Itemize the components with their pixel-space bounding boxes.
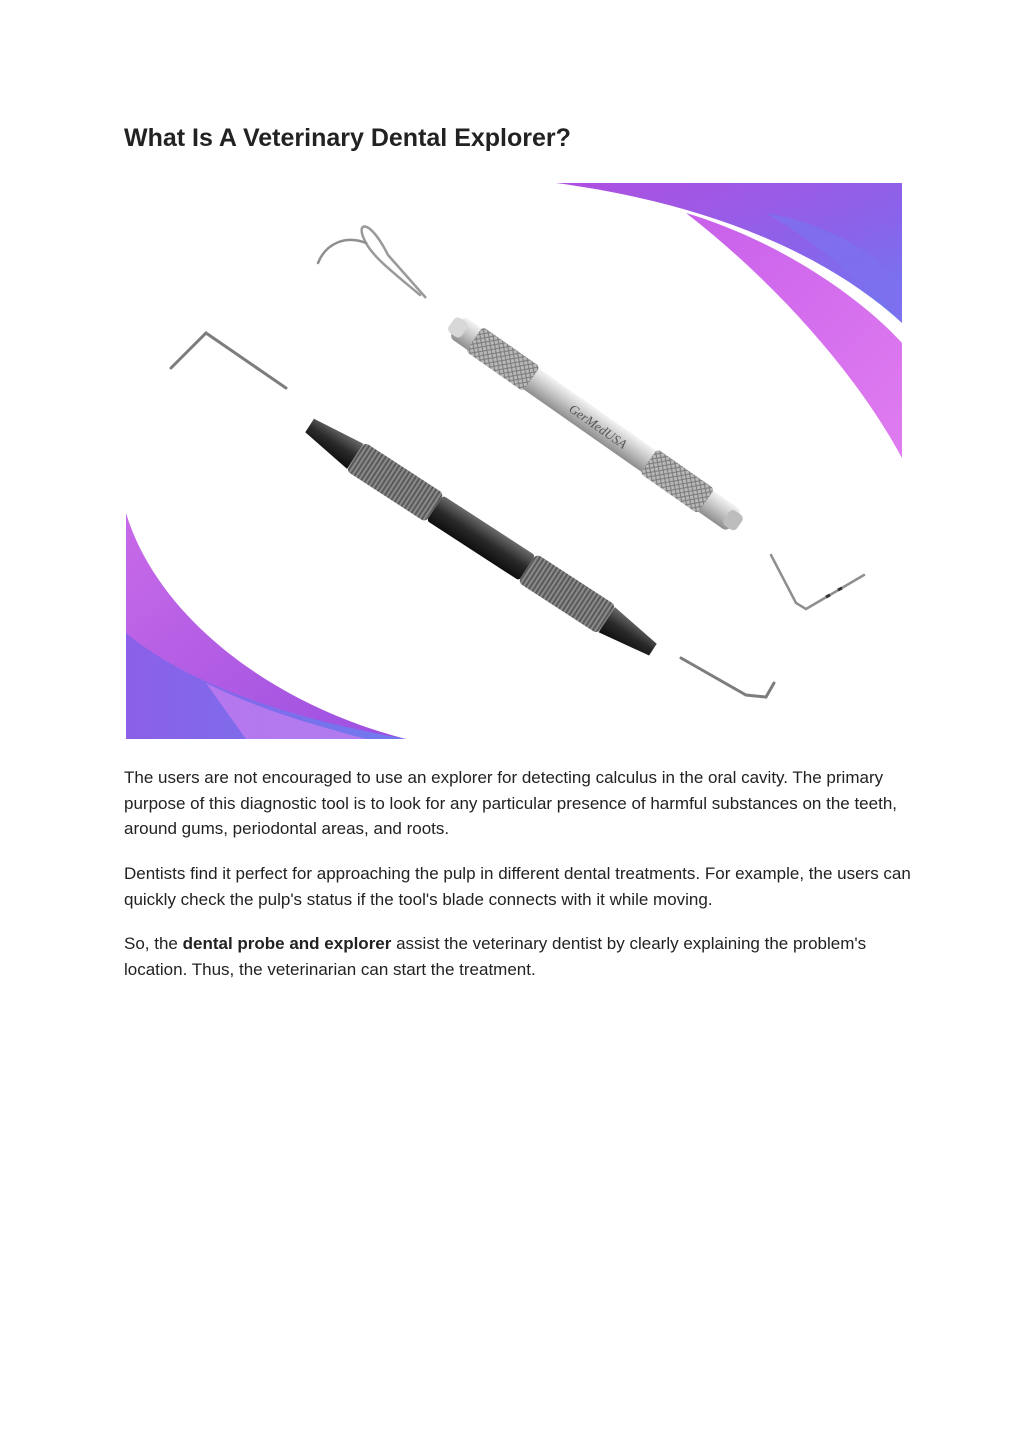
paragraph-explorer-purpose: The users are not encouraged to use an explorer for detecting calculus in the oral cavity. The primary purpose of this diagnostic tool is to look for any particular presence of harmful substances on the teeth, around gums, periodontal areas, and roots. <box>124 768 897 838</box>
paragraph-conclusion <box>124 931 914 982</box>
paragraph-conclusion-lead: So, the <box>124 934 183 953</box>
paragraph-conclusion-rest: assist the veterinary dentist by clearly explaining the problem's location. Thus, the veterinarian can start the treatment. <box>124 934 867 979</box>
article-image <box>126 183 902 739</box>
bottom-left-swoosh <box>126 513 406 739</box>
paragraph-conclusion-bold-term: dental probe and explorer <box>182 934 392 953</box>
page-title: What Is A Veterinary Dental Explorer? <box>124 124 571 152</box>
dental-probe-instrument-icon <box>171 333 774 697</box>
dental-instruments-illustration <box>126 183 902 739</box>
paragraph-pulp-check: Dentists find it perfect for approaching the pulp in different dental treatments. For example, the users can quickly check the pulp's status if the tool's blade connects with it while moving. <box>124 864 911 909</box>
brand-mark: GerMedUSA <box>566 400 630 452</box>
